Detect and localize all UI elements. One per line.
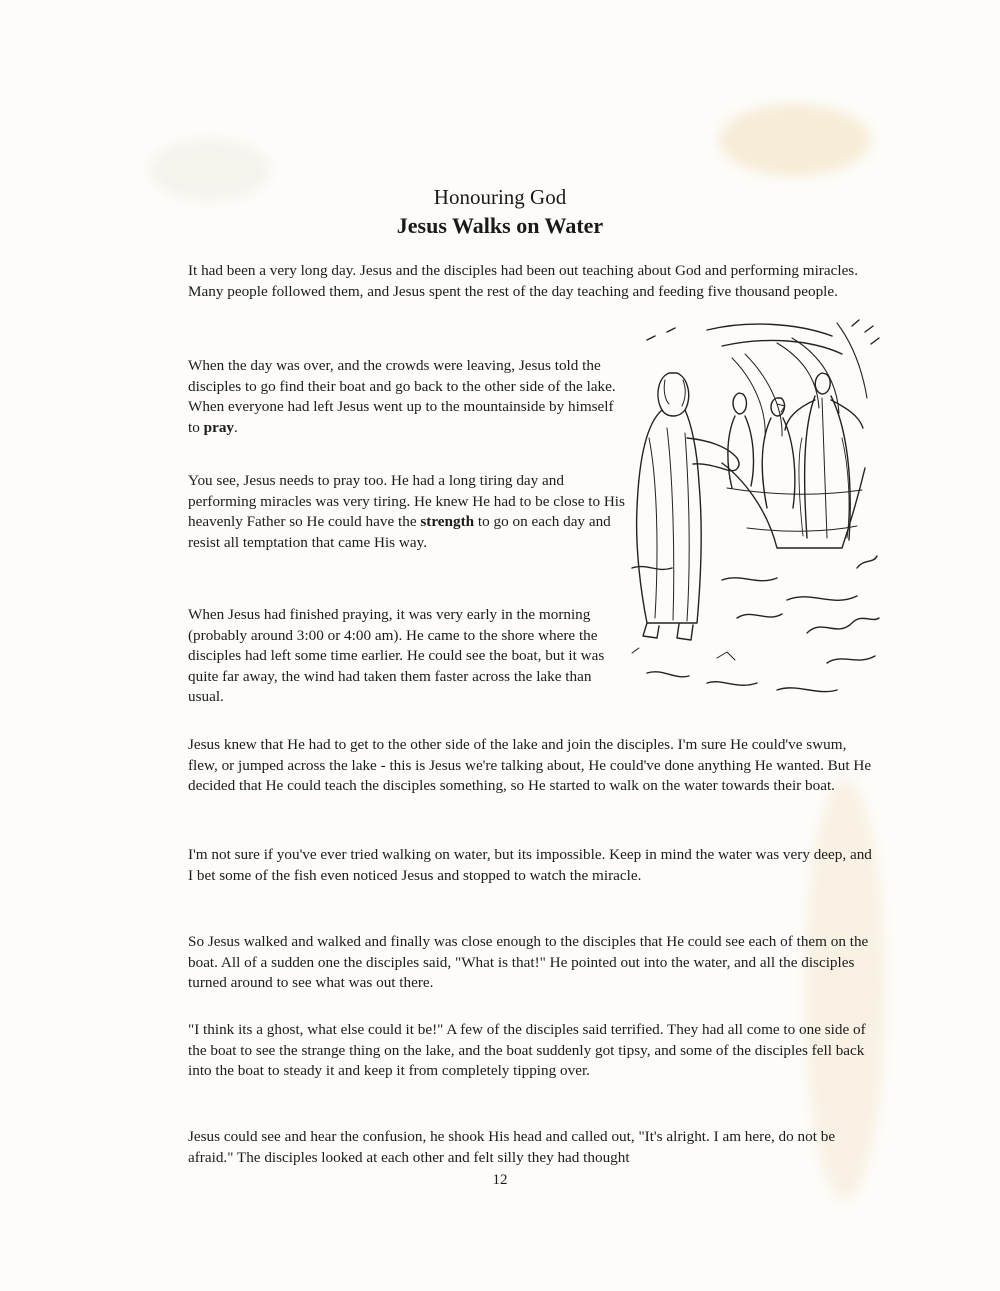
paragraph: You see, Jesus needs to pray too. He had a long tiring day and performing miracles was very tiring. He knew He had to be close to His heavenly Father so He could have the strength to go on each day and resist all temptation that came His way. [188,472,625,551]
page-number: 12 [492,1172,508,1188]
jesus-walks-on-water-illustration [627,318,882,703]
bold-word-strength: strength [420,513,475,530]
heading-block [0,183,1000,241]
paragraph: So Jesus walked and walked and finally was close enough to the disciples that He could see each of them on the boat. All of a sudden one the disciples said, "What is that!" He pointed out into the water, and all the disciples turned around to see what was out there. [188,933,869,991]
paragraph: "I think its a ghost, what else could it be!" A few of the disciples said terrified. They had all come to one side of the boat to see the strange thing on the lake, and the boat suddenly got tipsy, and some of the disciples fell back into the boat to steady it and keep it from completely tipping over. [188,1021,866,1079]
paper-stain [720,105,870,175]
paragraph: Jesus could see and hear the confusion, he shook His head and called out, "It's alright. I am here, do not be afraid." The disciples looked at each other and felt silly they had thought [188,1128,836,1166]
bold-word-pray: pray [203,418,234,436]
paragraph: Jesus knew that He had to get to the other side of the lake and join the disciples. I'm sure He could've swum, flew, or jumped across the lake - this is Jesus we're talking about, He could've done anything He wanted. But He decided that He could teach the disciples something, so He started to walk on the water towards their boat. [188,736,872,794]
paragraph: It had been a very long day. Jesus and the disciples had been out teaching about God and performing miracles. Many people followed them, and Jesus spent the rest of the day teaching and feeding five thousand people. [188,262,859,300]
paragraph: I'm not sure if you've ever tried walking on water, but its impossible. Keep in mind the water was very deep, and I bet some of the fish even noticed Jesus and stopped to watch the miracle. [188,846,872,884]
paragraph: When Jesus had finished praying, it was very early in the morning (probably around 3:00 or 4:00 am). He came to the shore where the disciples had left some time earlier. He could see the boat, but it was quite far away, the wind had taken them faster across the lake than usual. [188,606,605,705]
page-subtitle: Honouring God [433,185,567,209]
page-title: Jesus Walks on Water [396,213,604,238]
paragraph: When the day was over, and the crowds were leaving, Jesus told the disciples to go find their boat and go back to the other side of the lake. When everyone had left Jesus went up to the mountainside by himself to pray. [188,357,616,436]
